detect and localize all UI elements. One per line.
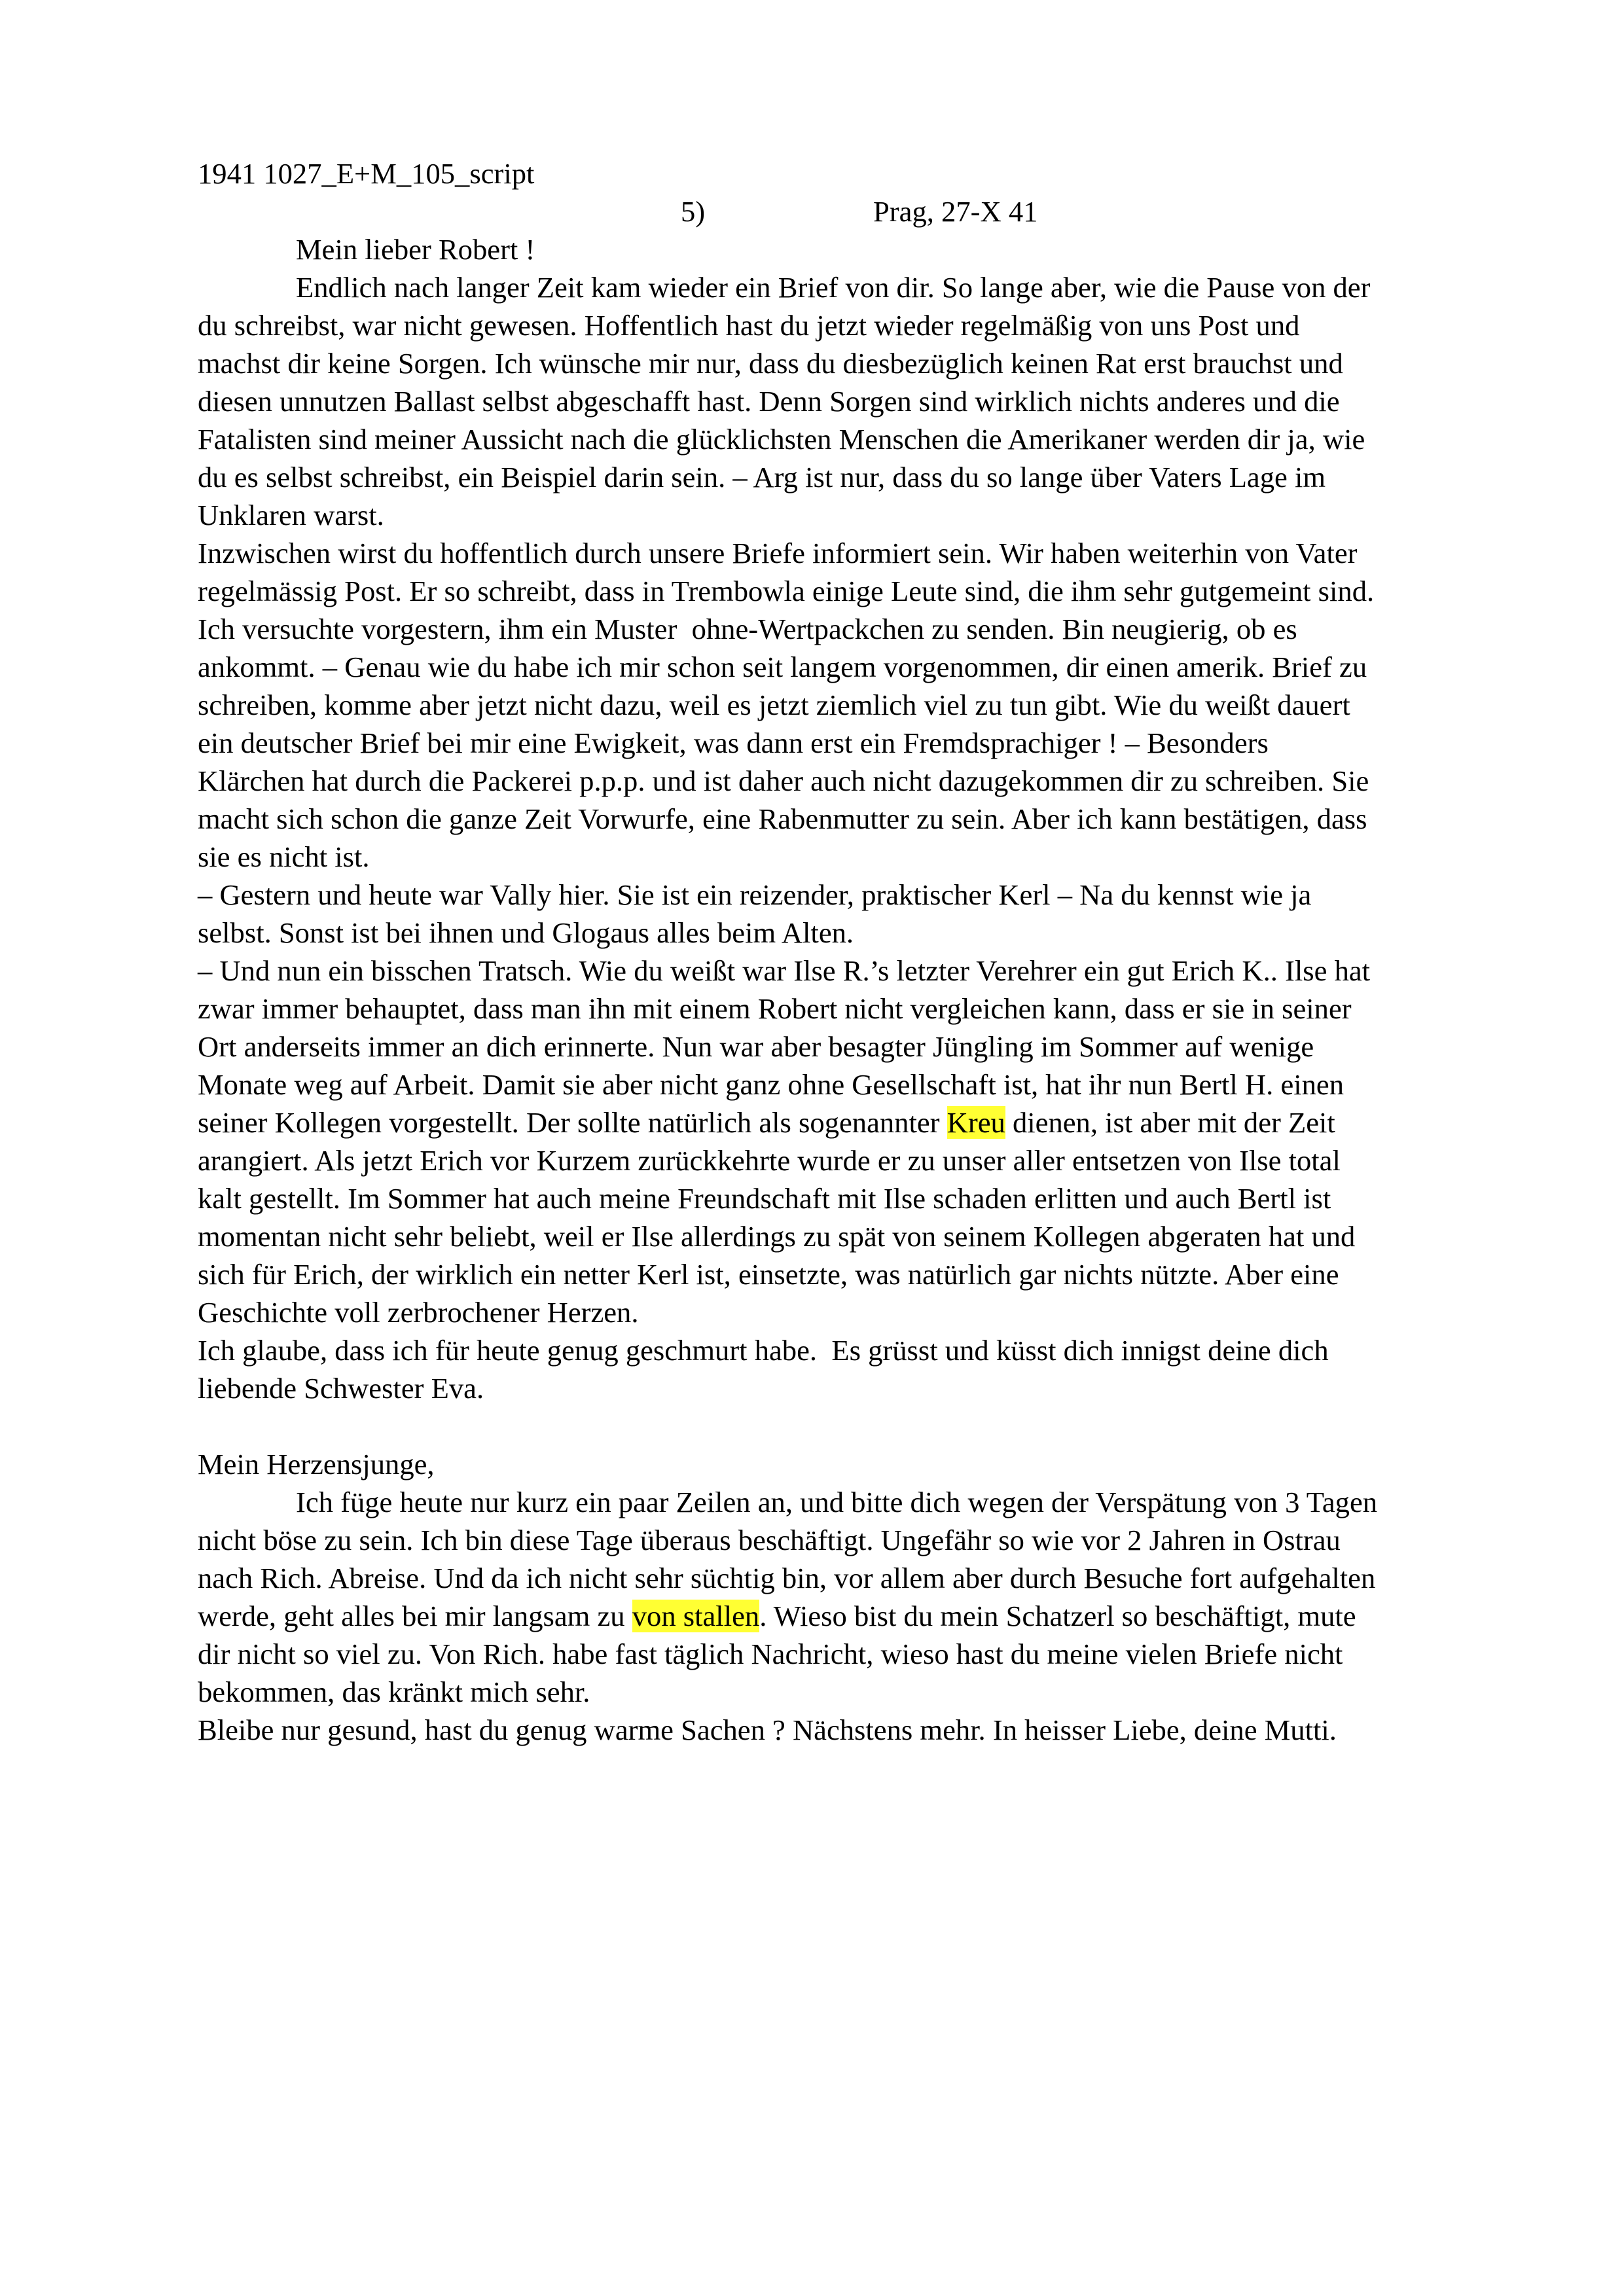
text-line: Ich glaube, dass ich für heute genug geschmurt habe. Es grüsst und küsst dich innigst deine dich	[198, 1334, 1329, 1367]
letter2-body	[198, 1483, 1513, 1749]
script-title: 1941 1027_E+M_105_script	[198, 157, 535, 190]
text-line: Bleibe nur gesund, hast du genug warme Sachen ? Nächstens mehr. In heisser Liebe, deine Mutti.	[198, 1713, 1337, 1746]
text-line: machst dir keine Sorgen. Ich wünsche mir nur, dass du diesbezüglich keinen Rat erst brauchst und	[198, 347, 1343, 380]
text-line: Geschichte voll zerbrochener Herzen.	[198, 1296, 639, 1329]
text-line: selbst. Sonst ist bei ihnen und Glogaus alles beim Alten.	[198, 916, 854, 949]
letter-number: 5)	[681, 195, 706, 228]
letter-header	[198, 192, 1513, 230]
text-segment: werde, geht alles bei mir langsam zu	[198, 1600, 632, 1632]
text-line: schreiben, komme aber jetzt nicht dazu, weil es jetzt ziemlich viel zu tun gibt. Wie du weißt dauert	[198, 689, 1350, 721]
text-line: nach Rich. Abreise. Und da ich nicht sehr süchtig bin, vor allem aber durch Besuche fort aufgehalten	[198, 1562, 1376, 1594]
text-line: momentan nicht sehr beliebt, weil er Ilse allerdings zu spät von seinem Kollegen abgeraten hat und	[198, 1220, 1356, 1253]
text-line: liebende Schwester Eva.	[198, 1372, 484, 1405]
text-line: Fatalisten sind meiner Aussicht nach die glücklichsten Menschen die Amerikaner werden dir ja, wie	[198, 423, 1365, 456]
paragraph-gap	[198, 1407, 1513, 1445]
text-line: Ich füge heute nur kurz ein paar Zeilen an, und bitte dich wegen der Verspätung von 3 Tagen	[296, 1486, 1378, 1518]
highlighted-phrase-von-stallen: von stallen	[632, 1600, 760, 1632]
text-line: du es selbst schreibst, ein Beispiel darin sein. – Arg ist nur, dass du so lange über Vaters Lage im	[198, 461, 1326, 493]
text-line: sich für Erich, der wirklich ein netter Kerl ist, einsetzte, was natürlich gar nichts nützte. Aber eine	[198, 1258, 1339, 1291]
text-line: Ort anderseits immer an dich erinnerte. Nun war aber besagter Jüngling im Sommer auf wenige	[198, 1030, 1314, 1063]
text-line: arangiert. Als jetzt Erich vor Kurzem zurückkehrte wurde er zu unser aller entsetzen von Ilse total	[198, 1144, 1341, 1177]
text-line: – Und nun ein bisschen Tratsch. Wie du weißt war Ilse R.’s letzter Verehrer ein gut Erich K.. Ilse hat	[198, 954, 1371, 987]
text-line: Unklaren warst.	[198, 499, 384, 531]
text-segment: . Wieso bist du mein Schatzerl so beschäftigt, mute	[759, 1600, 1356, 1632]
text-line: zwar immer behauptet, dass man ihn mit einem Robert nicht vergleichen kann, dass er sie in seiner	[198, 992, 1352, 1025]
text-line: ankommt. – Genau wie du habe ich mir schon seit langem vorgenommen, dir einen amerik. Brief zu	[198, 651, 1367, 683]
text-line-kreu	[198, 1103, 1513, 1141]
text-line: diesen unnutzen Ballast selbst abgeschafft hast. Denn Sorgen sind wirklich nichts anderes und die	[198, 385, 1340, 418]
place-date: Prag, 27-X 41	[873, 195, 1038, 228]
text-line: macht sich schon die ganze Zeit Vorwurfe, eine Rabenmutter zu sein. Aber ich kann bestätigen, dass	[198, 802, 1367, 835]
text-segment: dienen, ist aber mit der Zeit	[1005, 1106, 1335, 1139]
text-line: Inzwischen wirst du hoffentlich durch unsere Briefe informiert sein. Wir haben weiterhin von Vater	[198, 537, 1358, 569]
salutation-robert: Mein lieber Robert !	[296, 233, 535, 266]
highlighted-word-kreu: Kreu	[947, 1106, 1005, 1139]
text-line: Ich versuchte vorgestern, ihm ein Muster ohne-Wertpackchen zu senden. Bin neugierig, ob es	[198, 613, 1297, 645]
text-line: sie es nicht ist.	[198, 840, 370, 873]
text-line: dir nicht so viel zu. Von Rich. habe fast täglich Nachricht, wieso hast du meine vielen Briefe nicht	[198, 1638, 1343, 1670]
text-line: Monate weg auf Arbeit. Damit sie aber nicht ganz ohne Gesellschaft ist, hat ihr nun Bertl H. einen	[198, 1068, 1344, 1101]
text-segment: seiner Kollegen vorgestellt. Der sollte natürlich als sogenannter	[198, 1106, 947, 1139]
text-line: du schreibst, war nicht gewesen. Hoffentlich hast du jetzt wieder regelmäßig von uns Post und	[198, 309, 1300, 342]
text-line: kalt gestellt. Im Sommer hat auch meine Freundschaft mit Ilse schaden erlitten und auch Bertl ist	[198, 1182, 1331, 1215]
text-line: Endlich nach langer Zeit kam wieder ein Brief von dir. So lange aber, wie die Pause von der	[296, 271, 1371, 304]
text-line: Klärchen hat durch die Packerei p.p.p. und ist daher auch nicht dazugekommen dir zu schreiben. Sie	[198, 764, 1369, 797]
letter1-body	[198, 268, 1513, 1407]
text-line-stallen	[198, 1597, 1513, 1635]
letter-text	[198, 154, 1513, 1749]
text-line: nicht böse zu sein. Ich bin diese Tage überaus beschäftigt. Ungefähr so wie vor 2 Jahren in Ostrau	[198, 1524, 1341, 1556]
salutation-herzensjunge: Mein Herzensjunge,	[198, 1448, 435, 1480]
text-line: regelmässig Post. Er so schreibt, dass in Trembowla einige Leute sind, die ihm sehr gutgemeint sind.	[198, 575, 1375, 607]
text-line: ein deutscher Brief bei mir eine Ewigkeit, was dann erst ein Fremdsprachiger ! – Besonders	[198, 726, 1269, 759]
text-line: – Gestern und heute war Vally hier. Sie ist ein reizender, praktischer Kerl – Na du kennst wie ja	[198, 878, 1312, 911]
text-line: bekommen, das kränkt mich sehr.	[198, 1676, 590, 1708]
